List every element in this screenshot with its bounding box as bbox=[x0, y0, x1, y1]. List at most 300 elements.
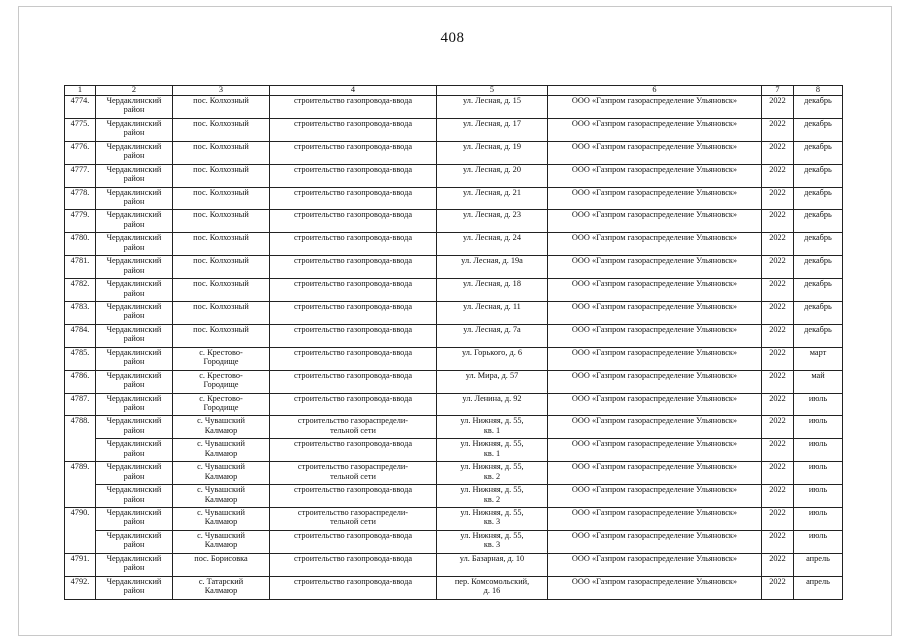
address-line: кв. 3 bbox=[483, 517, 501, 527]
work-type-cell bbox=[270, 118, 437, 141]
table-row bbox=[65, 416, 843, 439]
table-row bbox=[65, 118, 843, 141]
month-cell: июль bbox=[794, 462, 843, 485]
address-line: ул. Нижняя, д. 55, bbox=[460, 462, 524, 472]
district-line: район bbox=[123, 105, 145, 115]
recipient-cell: ООО «Газпром газораспределение Ульяновск» bbox=[548, 530, 762, 553]
settlement-line: Калмаюр bbox=[204, 471, 238, 481]
district-cell bbox=[96, 118, 173, 141]
district-line: район bbox=[123, 357, 145, 367]
settlement-cell bbox=[173, 279, 270, 302]
table-row bbox=[65, 576, 843, 599]
district-line: Чердаклинский bbox=[106, 416, 162, 426]
settlement-line: пос. Колхозный bbox=[193, 210, 249, 220]
settlement-cell bbox=[173, 233, 270, 256]
year-cell: 2022 bbox=[762, 393, 794, 416]
recipient-cell: ООО «Газпром газораспределение Ульяновск» bbox=[548, 347, 762, 370]
month-cell: декабрь bbox=[794, 233, 843, 256]
district-line: район bbox=[123, 586, 145, 596]
address-cell bbox=[437, 279, 548, 302]
month-cell: декабрь bbox=[794, 302, 843, 325]
settlement-line: Городище bbox=[203, 380, 239, 390]
work-line: строительство газораспредели- bbox=[297, 416, 409, 426]
district-line: Чердаклинский bbox=[106, 164, 162, 174]
district-line: Чердаклинский bbox=[106, 347, 162, 357]
work-type-cell bbox=[270, 233, 437, 256]
month-cell: декабрь bbox=[794, 118, 843, 141]
settlement-cell bbox=[173, 347, 270, 370]
address-line: ул. Ленина, д. 92 bbox=[462, 393, 522, 403]
address-line: ул. Лесная, д. 23 bbox=[463, 210, 521, 220]
table-row bbox=[65, 141, 843, 164]
month-cell: декабрь bbox=[794, 141, 843, 164]
district-line: Чердаклинский bbox=[106, 256, 162, 266]
district-line: район bbox=[123, 174, 145, 184]
year-cell: 2022 bbox=[762, 530, 794, 553]
year-cell: 2022 bbox=[762, 370, 794, 393]
settlement-line: с. Чувашский bbox=[197, 439, 245, 449]
work-type-cell bbox=[270, 553, 437, 576]
settlement-cell bbox=[173, 370, 270, 393]
col-header-2: 2 bbox=[96, 86, 173, 96]
district-line: район bbox=[123, 563, 145, 573]
month-cell: июль bbox=[794, 393, 843, 416]
district-line: Чердаклинский bbox=[106, 118, 162, 128]
district-line: Чердаклинский bbox=[106, 553, 162, 563]
recipient-cell: ООО «Газпром газораспределение Ульяновск» bbox=[548, 553, 762, 576]
district-line: Чердаклинский bbox=[106, 233, 162, 243]
recipient-cell: ООО «Газпром газораспределение Ульяновск» bbox=[548, 324, 762, 347]
recipient-cell: ООО «Газпром газораспределение Ульяновск» bbox=[548, 118, 762, 141]
row-number: 4784. bbox=[65, 324, 96, 347]
district-line: Чердаклинский bbox=[106, 576, 162, 586]
address-cell bbox=[437, 439, 548, 462]
col-header-8: 8 bbox=[794, 86, 843, 96]
address-line: ул. Нижняя, д. 55, bbox=[460, 530, 524, 540]
settlement-line: с. Чувашский bbox=[197, 508, 245, 518]
month-cell: декабрь bbox=[794, 256, 843, 279]
col-header-7: 7 bbox=[762, 86, 794, 96]
year-cell: 2022 bbox=[762, 324, 794, 347]
row-number: 4777. bbox=[65, 164, 96, 187]
district-line: район bbox=[123, 128, 145, 138]
work-line: тельной сети bbox=[330, 517, 376, 527]
district-cell bbox=[96, 164, 173, 187]
settlement-cell bbox=[173, 164, 270, 187]
district-line: район bbox=[123, 265, 145, 275]
district-line: Чердаклинский bbox=[106, 141, 162, 151]
address-cell bbox=[437, 302, 548, 325]
work-type-cell bbox=[270, 439, 437, 462]
district-cell bbox=[96, 553, 173, 576]
row-number: 4785. bbox=[65, 347, 96, 370]
address-line: ул. Лесная, д. 15 bbox=[463, 96, 521, 105]
district-line: Чердаклинский bbox=[106, 302, 162, 312]
work-line: строительство газопровода-ввода bbox=[294, 96, 412, 105]
recipient-cell: ООО «Газпром газораспределение Ульяновск» bbox=[548, 233, 762, 256]
address-line: кв. 2 bbox=[483, 471, 501, 481]
month-cell: июль bbox=[794, 508, 843, 531]
address-line: ул. Мира, д. 57 bbox=[465, 370, 519, 380]
settlement-line: с. Крестово- bbox=[199, 370, 243, 380]
table-row bbox=[65, 164, 843, 187]
row-number: 4790. bbox=[65, 508, 96, 554]
address-cell bbox=[437, 233, 548, 256]
settlement-cell bbox=[173, 576, 270, 599]
settlement-line: пос. Колхозный bbox=[193, 96, 249, 105]
settlement-cell bbox=[173, 462, 270, 485]
register-table bbox=[64, 85, 843, 600]
district-line: район bbox=[123, 242, 145, 252]
month-cell: апрель bbox=[794, 576, 843, 599]
table-body bbox=[65, 96, 843, 600]
month-cell: декабрь bbox=[794, 187, 843, 210]
table-row bbox=[65, 302, 843, 325]
address-line: ул. Нижняя, д. 55, bbox=[460, 485, 524, 495]
table-row bbox=[65, 439, 843, 462]
settlement-cell bbox=[173, 141, 270, 164]
district-line: Чердаклинский bbox=[106, 485, 162, 495]
row-number: 4779. bbox=[65, 210, 96, 233]
district-line: район bbox=[123, 311, 145, 321]
settlement-line: пос. Колхозный bbox=[193, 279, 249, 289]
address-cell bbox=[437, 576, 548, 599]
month-cell: декабрь bbox=[794, 324, 843, 347]
work-line: строительство газопровода-ввода bbox=[294, 164, 412, 174]
district-line: район bbox=[123, 471, 145, 481]
work-type-cell bbox=[270, 141, 437, 164]
work-line: строительство газопровода-ввода bbox=[294, 485, 412, 495]
recipient-cell: ООО «Газпром газораспределение Ульяновск» bbox=[548, 416, 762, 439]
settlement-line: Калмаюр bbox=[204, 448, 238, 458]
month-cell: декабрь bbox=[794, 210, 843, 233]
row-number: 4776. bbox=[65, 141, 96, 164]
work-line: тельной сети bbox=[330, 471, 376, 481]
year-cell: 2022 bbox=[762, 210, 794, 233]
settlement-line: Калмаюр bbox=[204, 540, 238, 550]
year-cell: 2022 bbox=[762, 508, 794, 531]
settlement-line: пос. Колхозный bbox=[193, 118, 249, 128]
address-cell bbox=[437, 485, 548, 508]
work-line: строительство газопровода-ввода bbox=[294, 347, 412, 357]
work-type-cell bbox=[270, 187, 437, 210]
year-cell: 2022 bbox=[762, 279, 794, 302]
address-cell bbox=[437, 210, 548, 233]
month-cell: декабрь bbox=[794, 96, 843, 119]
settlement-line: пос. Колхозный bbox=[193, 233, 249, 243]
work-line: строительство газопровода-ввода bbox=[294, 576, 412, 586]
year-cell: 2022 bbox=[762, 141, 794, 164]
recipient-cell: ООО «Газпром газораспределение Ульяновск» bbox=[548, 164, 762, 187]
work-line: строительство газопровода-ввода bbox=[294, 279, 412, 289]
district-cell bbox=[96, 324, 173, 347]
settlement-cell bbox=[173, 439, 270, 462]
address-cell bbox=[437, 530, 548, 553]
work-type-cell bbox=[270, 508, 437, 531]
district-cell bbox=[96, 233, 173, 256]
settlement-line: пос. Колхозный bbox=[193, 302, 249, 312]
address-line: ул. Лесная, д. 17 bbox=[463, 118, 521, 128]
work-type-cell bbox=[270, 164, 437, 187]
work-type-cell bbox=[270, 302, 437, 325]
work-type-cell bbox=[270, 462, 437, 485]
address-cell bbox=[437, 256, 548, 279]
year-cell: 2022 bbox=[762, 302, 794, 325]
work-type-cell bbox=[270, 324, 437, 347]
month-cell: декабрь bbox=[794, 164, 843, 187]
work-type-cell bbox=[270, 96, 437, 119]
district-cell bbox=[96, 347, 173, 370]
year-cell: 2022 bbox=[762, 233, 794, 256]
address-cell bbox=[437, 141, 548, 164]
table-row bbox=[65, 370, 843, 393]
recipient-cell: ООО «Газпром газораспределение Ульяновск» bbox=[548, 187, 762, 210]
year-cell: 2022 bbox=[762, 485, 794, 508]
year-cell: 2022 bbox=[762, 439, 794, 462]
row-number: 4775. bbox=[65, 118, 96, 141]
table-row bbox=[65, 324, 843, 347]
district-line: Чердаклинский bbox=[106, 96, 162, 105]
table-row bbox=[65, 233, 843, 256]
month-cell: март bbox=[794, 347, 843, 370]
address-line: ул. Горького, д. 6 bbox=[462, 347, 522, 357]
address-line: ул. Базарная, д. 10 bbox=[459, 553, 525, 563]
table-row bbox=[65, 96, 843, 119]
settlement-cell bbox=[173, 324, 270, 347]
recipient-cell: ООО «Газпром газораспределение Ульяновск» bbox=[548, 462, 762, 485]
recipient-cell: ООО «Газпром газораспределение Ульяновск» bbox=[548, 485, 762, 508]
address-cell bbox=[437, 393, 548, 416]
recipient-cell: ООО «Газпром газораспределение Ульяновск» bbox=[548, 439, 762, 462]
district-line: Чердаклинский bbox=[106, 462, 162, 472]
settlement-line: Калмаюр bbox=[204, 586, 238, 596]
settlement-cell bbox=[173, 256, 270, 279]
col-header-5: 5 bbox=[437, 86, 548, 96]
work-line: строительство газопровода-ввода bbox=[294, 393, 412, 403]
table-row bbox=[65, 508, 843, 531]
settlement-line: Калмаюр bbox=[204, 425, 238, 435]
year-cell: 2022 bbox=[762, 553, 794, 576]
row-number: 4780. bbox=[65, 233, 96, 256]
district-line: район bbox=[123, 425, 145, 435]
address-line: ул. Лесная, д. 20 bbox=[463, 164, 521, 174]
recipient-cell: ООО «Газпром газораспределение Ульяновск» bbox=[548, 210, 762, 233]
district-line: район bbox=[123, 494, 145, 504]
month-cell: июль bbox=[794, 416, 843, 439]
year-cell: 2022 bbox=[762, 164, 794, 187]
settlement-cell bbox=[173, 96, 270, 119]
year-cell: 2022 bbox=[762, 96, 794, 119]
district-cell bbox=[96, 485, 173, 508]
address-cell bbox=[437, 508, 548, 531]
work-line: строительство газопровода-ввода bbox=[294, 141, 412, 151]
district-cell bbox=[96, 256, 173, 279]
address-line: ул. Лесная, д. 11 bbox=[463, 302, 521, 312]
year-cell: 2022 bbox=[762, 416, 794, 439]
address-cell bbox=[437, 96, 548, 119]
district-line: район bbox=[123, 196, 145, 206]
work-type-cell bbox=[270, 279, 437, 302]
recipient-cell: ООО «Газпром газораспределение Ульяновск» bbox=[548, 279, 762, 302]
month-cell: апрель bbox=[794, 553, 843, 576]
district-cell bbox=[96, 210, 173, 233]
settlement-line: Городище bbox=[203, 357, 239, 367]
recipient-cell: ООО «Газпром газораспределение Ульяновск» bbox=[548, 96, 762, 119]
district-line: Чердаклинский bbox=[106, 210, 162, 220]
work-type-cell bbox=[270, 347, 437, 370]
work-type-cell bbox=[270, 416, 437, 439]
address-cell bbox=[437, 370, 548, 393]
table-row bbox=[65, 347, 843, 370]
address-line: ул. Нижняя, д. 55, bbox=[460, 416, 524, 426]
month-cell: июль bbox=[794, 485, 843, 508]
settlement-line: с. Татарский bbox=[198, 576, 244, 586]
address-line: ул. Нижняя, д. 55, bbox=[460, 439, 524, 449]
work-line: строительство газопровода-ввода bbox=[294, 210, 412, 220]
row-number: 4774. bbox=[65, 96, 96, 119]
row-number: 4781. bbox=[65, 256, 96, 279]
row-number: 4792. bbox=[65, 576, 96, 599]
row-number: 4786. bbox=[65, 370, 96, 393]
settlement-cell bbox=[173, 485, 270, 508]
table-row bbox=[65, 256, 843, 279]
table-row bbox=[65, 187, 843, 210]
recipient-cell: ООО «Газпром газораспределение Ульяновск» bbox=[548, 302, 762, 325]
column-number-row bbox=[65, 86, 843, 96]
settlement-cell bbox=[173, 393, 270, 416]
address-cell bbox=[437, 118, 548, 141]
settlement-cell bbox=[173, 508, 270, 531]
recipient-cell: ООО «Газпром газораспределение Ульяновск» bbox=[548, 576, 762, 599]
address-line: кв. 1 bbox=[483, 425, 501, 435]
settlement-cell bbox=[173, 553, 270, 576]
work-line: тельной сети bbox=[330, 425, 376, 435]
table-row bbox=[65, 279, 843, 302]
work-line: строительство газопровода-ввода bbox=[294, 302, 412, 312]
district-line: район bbox=[123, 517, 145, 527]
district-line: Чердаклинский bbox=[106, 279, 162, 289]
work-type-cell bbox=[270, 393, 437, 416]
district-cell bbox=[96, 416, 173, 439]
address-line: ул. Лесная, д. 19 bbox=[463, 141, 521, 151]
work-type-cell bbox=[270, 485, 437, 508]
settlement-line: с. Чувашский bbox=[197, 416, 245, 426]
table-row bbox=[65, 530, 843, 553]
district-cell bbox=[96, 96, 173, 119]
work-type-cell bbox=[270, 256, 437, 279]
table-row bbox=[65, 210, 843, 233]
row-number: 4782. bbox=[65, 279, 96, 302]
work-line: строительство газопровода-ввода bbox=[294, 553, 412, 563]
table-row bbox=[65, 393, 843, 416]
district-cell bbox=[96, 462, 173, 485]
address-line: кв. 3 bbox=[483, 540, 501, 550]
col-header-6: 6 bbox=[548, 86, 762, 96]
settlement-line: пос. Колхозный bbox=[193, 164, 249, 174]
district-cell bbox=[96, 141, 173, 164]
address-line: ул. Лесная, д. 18 bbox=[463, 279, 521, 289]
district-line: район bbox=[123, 540, 145, 550]
district-line: район bbox=[123, 380, 145, 390]
settlement-line: Калмаюр bbox=[204, 494, 238, 504]
settlement-cell bbox=[173, 530, 270, 553]
work-line: строительство газопровода-ввода bbox=[294, 256, 412, 266]
settlement-cell bbox=[173, 416, 270, 439]
year-cell: 2022 bbox=[762, 462, 794, 485]
month-cell: декабрь bbox=[794, 279, 843, 302]
month-cell: июль bbox=[794, 439, 843, 462]
settlement-line: с. Чувашский bbox=[197, 462, 245, 472]
row-number: 4791. bbox=[65, 553, 96, 576]
address-cell bbox=[437, 347, 548, 370]
settlement-line: пос. Колхозный bbox=[193, 256, 249, 266]
address-line: кв. 2 bbox=[483, 494, 501, 504]
settlement-line: Калмаюр bbox=[204, 517, 238, 527]
row-number: 4778. bbox=[65, 187, 96, 210]
year-cell: 2022 bbox=[762, 256, 794, 279]
district-line: Чердаклинский bbox=[106, 324, 162, 334]
address-line: ул. Лесная, д. 24 bbox=[463, 233, 521, 243]
work-line: строительство газопровода-ввода bbox=[294, 233, 412, 243]
work-line: строительство газораспредели- bbox=[297, 508, 409, 518]
page-number: 408 bbox=[440, 30, 465, 46]
settlement-line: с. Чувашский bbox=[197, 485, 245, 495]
address-cell bbox=[437, 324, 548, 347]
address-cell bbox=[437, 553, 548, 576]
table-row bbox=[65, 485, 843, 508]
district-line: район bbox=[123, 448, 145, 458]
settlement-cell bbox=[173, 118, 270, 141]
district-line: район bbox=[123, 334, 145, 344]
district-line: Чердаклинский bbox=[106, 530, 162, 540]
address-line: ул. Лесная, д. 19а bbox=[461, 256, 523, 266]
work-type-cell bbox=[270, 370, 437, 393]
settlement-cell bbox=[173, 187, 270, 210]
col-header-1: 1 bbox=[65, 86, 96, 96]
recipient-cell: ООО «Газпром газораспределение Ульяновск» bbox=[548, 508, 762, 531]
address-cell bbox=[437, 462, 548, 485]
address-line: д. 16 bbox=[483, 586, 501, 596]
year-cell: 2022 bbox=[762, 347, 794, 370]
recipient-cell: ООО «Газпром газораспределение Ульяновск» bbox=[548, 370, 762, 393]
district-cell bbox=[96, 279, 173, 302]
settlement-cell bbox=[173, 210, 270, 233]
district-line: Чердаклинский bbox=[106, 439, 162, 449]
district-line: Чердаклинский bbox=[106, 508, 162, 518]
table-row bbox=[65, 462, 843, 485]
district-line: район bbox=[123, 288, 145, 298]
address-line: ул. Нижняя, д. 55, bbox=[460, 508, 524, 518]
settlement-line: пос. Колхозный bbox=[193, 324, 249, 334]
recipient-cell: ООО «Газпром газораспределение Ульяновск» bbox=[548, 141, 762, 164]
work-line: строительство газопровода-ввода bbox=[294, 324, 412, 334]
address-cell bbox=[437, 416, 548, 439]
work-line: строительство газопровода-ввода bbox=[294, 439, 412, 449]
recipient-cell: ООО «Газпром газораспределение Ульяновск» bbox=[548, 393, 762, 416]
settlement-cell bbox=[173, 302, 270, 325]
col-header-3: 3 bbox=[173, 86, 270, 96]
district-cell bbox=[96, 576, 173, 599]
row-number: 4789. bbox=[65, 462, 96, 508]
work-line: строительство газопровода-ввода bbox=[294, 187, 412, 197]
recipient-cell: ООО «Газпром газораспределение Ульяновск» bbox=[548, 256, 762, 279]
settlement-line: с. Чувашский bbox=[197, 530, 245, 540]
district-line: район bbox=[123, 402, 145, 412]
month-cell: май bbox=[794, 370, 843, 393]
work-type-cell bbox=[270, 210, 437, 233]
district-cell bbox=[96, 187, 173, 210]
work-line: строительство газопровода-ввода bbox=[294, 530, 412, 540]
